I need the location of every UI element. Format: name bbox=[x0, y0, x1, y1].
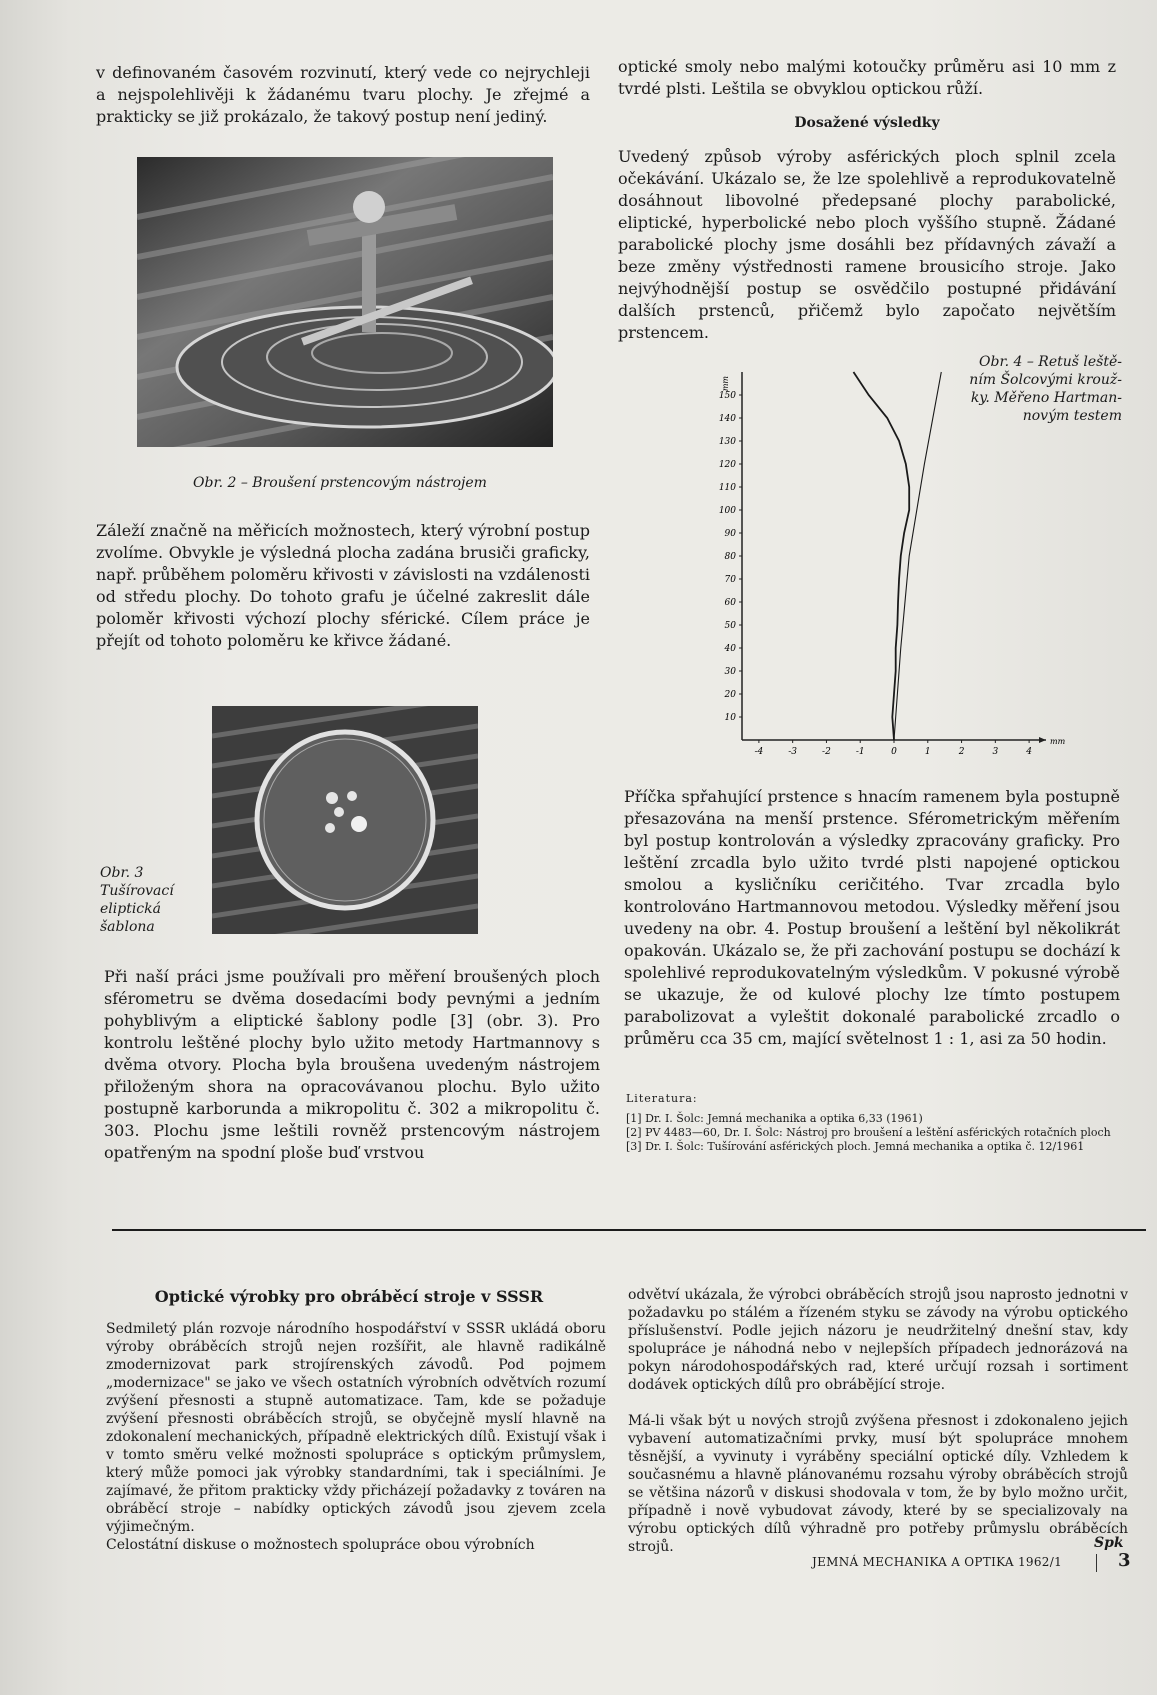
figure-4-caption-line: novým testem bbox=[1022, 408, 1122, 424]
y-tick-label: 60 bbox=[724, 598, 736, 608]
figure-4-chart bbox=[712, 360, 1072, 760]
figure-3-illustration bbox=[212, 706, 478, 934]
x-axis-label: mm bbox=[1050, 737, 1066, 746]
x-tick-label: 4 bbox=[1026, 747, 1032, 757]
y-tick-label: 110 bbox=[718, 483, 736, 493]
y-axis-label: mm bbox=[721, 376, 730, 392]
figure-2-illustration bbox=[137, 157, 553, 447]
signature: Spk bbox=[1094, 1535, 1124, 1551]
figure-3-caption-line: šablona bbox=[100, 919, 155, 935]
figure-3-caption bbox=[100, 864, 200, 936]
left-paragraph-3: Při naší práci jsme používali pro měření broušených ploch sférometru se dvěma dosedacími body pevnými a jedním pohyblivým a eliptické šablony podle [3] (obr. 3). Pro kontrolu leštěné plochy bylo užito metody Hartmannovy s dvěma otvory. Plocha byla broušena uvedeným nástrojem přiloženým shora na opracovávanou plochu. Bylo užito postupně karborunda a mikropolitu č. 302 a mikropolitu č. 303. Plochu jsme leštili rovněž prstencovým nástrojem opatřeným na spodní ploše buď vrstvou bbox=[104, 967, 600, 1162]
bottom-article-heading: Optické výrobky pro obráběcí stroje v SSSR bbox=[154, 1287, 544, 1306]
y-tick-label: 120 bbox=[718, 460, 736, 470]
x-tick-label: 0 bbox=[891, 747, 897, 757]
bottom-left-paragraph: Sedmiletý plán rozvoje národního hospodářství v SSSR ukládá oboru výroby obráběcích strojů nejen rozšířit, ale hlavně radikálně zmodernizovat park strojírenských závodů. Pod pojmem „modernizace" se jako ve všech ostatních výrobních odvětvích rozumí zvýšení přesnosti a stupně automatizace. Tam, kde se požaduje zvýšení přesnosti obráběcích strojů, se obyčejně myslí hlavně na zdokonalení mechanických, případně elektrických dílů. Existují však i v tomto směru velké možnosti spolupráce s optickým průmyslem, který může pomoci jak výrobky standardními, tak i speciálními. Je zajímavé, že přitom prakticky vždy přicházejí požadavky z továren na obráběcí stroje – nabídky optických závodů jsou zjevem zcela výjimečným. bbox=[106, 1321, 606, 1535]
y-tick-label: 80 bbox=[724, 552, 736, 562]
figure-3-caption-line: Obr. 3 bbox=[100, 865, 144, 881]
results-paragraph: Uvedený způsob výroby asférických ploch splnil zcela očekávání. Ukázalo se, že lze spolehlivě a reprodukovatelně dosáhnout libovolné předepsané plochy parabolické, eliptické, hyperbolické nebo ploch vyššího stupně. Žádané parabolické plochy jsme dosáhli bez přídavných závaží a beze změny výstřednosti ramene brousicího stroje. Jako nejvýhodnější postup se osvědčilo postupné přidávání dalších prstenců, přičemž bylo započato největším prstencem. bbox=[618, 147, 1116, 342]
figure-4-caption-line: ky. Měřeno Hartman- bbox=[970, 390, 1122, 406]
figure-3-photo bbox=[212, 706, 478, 934]
y-tick-label: 150 bbox=[718, 391, 736, 401]
literature-title: Literatura: bbox=[626, 1092, 698, 1105]
y-tick-label: 100 bbox=[718, 506, 736, 516]
x-axis-arrow bbox=[1039, 737, 1046, 743]
figure-4-caption-line: Obr. 4 – Retuš leště- bbox=[979, 354, 1122, 370]
x-tick-label: -2 bbox=[822, 747, 831, 757]
bottom-left-paragraph-2: Celostátní diskuse o možnostech spolupráce obou výrobních bbox=[106, 1537, 535, 1553]
bottom-right-paragraph-2: Má-li však být u nových strojů zvýšena přesnost i zdokonaleno jejich vybavení automatizačními prvky, musí být spolupráce mnohem těsnější, a vyvinuty i vyráběny speciální optické díly. Vzhledem k současnému a hlavně plánovanému rozsahu výroby obráběcích strojů se většina názorů v diskusi shodovala v tom, že by bylo možno určit, případně i nově vybudovat závody, které by se specializovaly na výrobu optických dílů výhradně pro potřeby průmyslu obráběcích strojů. bbox=[628, 1413, 1128, 1555]
y-tick-label: 20 bbox=[724, 690, 736, 700]
top-left-paragraph: v definovaném časovém rozvinutí, který vede co nejrychleji a nejspolehlivěji k žádanému tvaru plochy. Je zřejmé a prakticky se již prokázalo, že takový postup není jediný. bbox=[96, 63, 590, 126]
figure-3-caption-line: Tušírovací bbox=[100, 883, 174, 899]
reference-item: [1] Dr. I. Šolc: Jemná mechanika a optika 6,33 (1961) bbox=[626, 1112, 923, 1125]
results-heading: Dosažené výsledky bbox=[794, 115, 940, 131]
figure-2-caption: Obr. 2 – Broušení prstencovým nástrojem bbox=[193, 475, 487, 491]
y-tick-label: 10 bbox=[724, 713, 736, 723]
footer-separator bbox=[1096, 1554, 1097, 1572]
reference-item: [2] PV 4483—60, Dr. I. Šolc: Nástroj pro broušení a leštění asférických rotačních ploch bbox=[626, 1126, 1111, 1139]
chart-series-line bbox=[853, 372, 909, 740]
x-tick-label: -1 bbox=[855, 747, 865, 757]
x-tick-label: 2 bbox=[958, 747, 965, 757]
page-number: 3 bbox=[1118, 1550, 1131, 1571]
x-tick-label: 3 bbox=[992, 747, 999, 757]
x-tick-label: -3 bbox=[788, 747, 798, 757]
footer-journal: JEMNÁ MECHANIKA A OPTIKA 1962/1 bbox=[812, 1555, 1063, 1569]
y-tick-label: 50 bbox=[724, 621, 736, 631]
left-paragraph-2: Záleží značně na měřicích možnostech, který výrobní postup zvolíme. Obvykle je výsledná plocha zadána brusiči graficky, např. průběhem poloměru křivosti v závislosti na vzdálenosti od středu plochy. Do tohoto grafu je účelné zakreslit dále poloměr křivosti výchozí plochy sférické. Cílem práce je přejít od tohoto poloměru ke křivce žádané. bbox=[96, 521, 590, 650]
figure-4-caption-line: ním Šolcovými krouž- bbox=[969, 372, 1122, 388]
y-tick-label: 30 bbox=[724, 667, 736, 677]
right-paragraph-2: Příčka spřahující prstence s hnacím ramenem byla postupně přesazována na menší prstence. Sférometrickým měřením byl postup kontrolován a výsledky zpracovány graficky. Pro leštění zrcadla bylo užito tvrdé plsti napojené optickou smolou a kysličníku ceričitého. Tvar zrcadla bylo kontrolováno Hartmannovou metodou. Výsledky měření jsou uvedeny na obr. 4. Postup broušení a leštění byl několikrát opakován. Ukázalo se, že při zachování postupu se dochází k spolehlivé reprodukovatelným výsledkům. V pokusné výrobě se ukazuje, že od kulové plochy lze tímto postupem parabolizovat a vyleštit dokonalé parabolické zrcadlo o průměru cca 35 cm, mající světelnost 1 : 1, asi za 50 hodin. bbox=[624, 787, 1120, 1048]
literature-section bbox=[626, 1092, 1126, 1154]
bottom-right-paragraph: odvětví ukázala, že výrobci obráběcích strojů jsou naprosto jednotni v požadavku po stálém a řízeném styku se závody na výrobu optického příslušenství. Podle jejich názoru je neudržitelný dnešní stav, kdy spolupráce je náhodná nebo v nejlepších případech jednorázová na pokyn národohospodářských rad, které určují rozsah i sortiment dodávek optických dílů pro obrábějící stroje. bbox=[628, 1287, 1128, 1393]
figure-3-caption-line: eliptická bbox=[100, 901, 161, 917]
y-tick-label: 90 bbox=[724, 529, 736, 539]
x-tick-label: -4 bbox=[754, 747, 764, 757]
y-tick-label: 140 bbox=[718, 414, 736, 424]
y-tick-label: 70 bbox=[724, 575, 736, 585]
section-divider bbox=[112, 1229, 1146, 1231]
right-top-paragraph: optické smoly nebo malými kotoučky průměru asi 10 mm z tvrdé plsti. Leštila se obvyklou optickou růží. bbox=[618, 57, 1116, 98]
figure-2-photo bbox=[137, 157, 553, 447]
figure-4-svg bbox=[712, 360, 1072, 760]
y-tick-label: 40 bbox=[724, 644, 736, 654]
y-tick-label: 130 bbox=[718, 437, 736, 447]
x-tick-label: 1 bbox=[924, 747, 931, 757]
reference-item: [3] Dr. I. Šolc: Tušírování asférických ploch. Jemná mechanika a optika č. 12/1961 bbox=[626, 1140, 1085, 1153]
